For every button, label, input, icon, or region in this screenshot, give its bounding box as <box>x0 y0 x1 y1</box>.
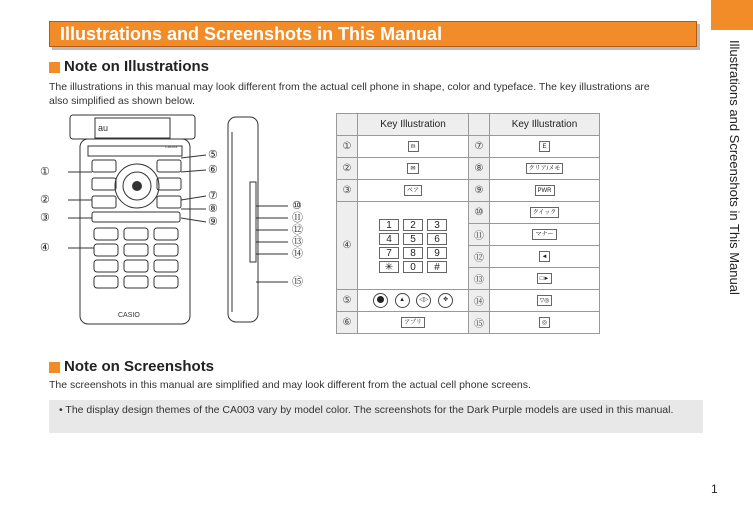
leftright-key-icon: ◁▷ <box>416 293 431 308</box>
model-badge: CA003 <box>165 144 178 149</box>
key-7: E <box>539 141 549 152</box>
callout-13: ⑬ <box>292 236 303 248</box>
key-10: クイック <box>530 207 560 218</box>
key-illustration-table <box>336 113 600 334</box>
callout-3: ③ <box>40 212 50 224</box>
table-row: ⑪ マナー <box>337 224 600 246</box>
nav-keys-cell <box>358 290 469 312</box>
maker-logo: CASIO <box>118 312 140 319</box>
heading-illustrations: Note on Illustrations <box>64 58 210 75</box>
callout-10: ⑩ <box>292 200 302 212</box>
brand-logo: au <box>98 123 109 133</box>
key-1: m <box>408 141 419 152</box>
callout-7: ⑦ <box>208 190 218 202</box>
header-key-illustration-left: Key Illustration <box>358 114 469 136</box>
para-illustrations: The illustrations in this manual may look different from the actual cell phone in shape, color and typeface. The key illustrations are also simplified as shown below. <box>49 81 650 107</box>
callout-2: ② <box>40 194 50 206</box>
para-screenshots: The screenshots in this manual are simplified and may look different from the actual cell phone screens. <box>49 379 531 391</box>
key-3: ペア <box>404 185 422 196</box>
keypad-illustration: 1 2 3 4 5 6 7 8 9 ✳ 0 # <box>358 219 468 273</box>
table-row: ② ✉ ⑧ クリア/メモ <box>337 158 600 180</box>
center-key-icon <box>373 293 388 308</box>
bullet-icon: • <box>59 404 63 416</box>
side-tab-label: Illustrations and Screenshots in This Manual <box>727 40 742 295</box>
section-tab-marker <box>711 0 753 30</box>
callout-14: ⑭ <box>292 248 303 260</box>
key-8: クリア/メモ <box>526 163 564 174</box>
phone-illustration <box>20 112 330 332</box>
table-row: ① m ⑦ E <box>337 136 600 158</box>
callout-4: ④ <box>40 242 50 254</box>
callout-11: ⑪ <box>292 212 303 224</box>
callout-5: ⑤ <box>208 149 218 161</box>
updown-key-icon: ▲ <box>395 293 410 308</box>
callout-6: ⑥ <box>208 164 218 176</box>
table-row: ⑤ ▲ ◁▷ ✥ ⑭ ▽◎ <box>337 290 600 312</box>
note-text: The display design themes of the CA003 vary by model color. The screenshots for the Dark Purple models are used in this manual. <box>65 404 674 416</box>
page-number: 1 <box>711 482 718 496</box>
table-row: ③ ペア ⑨ PWR <box>337 180 600 202</box>
table-row: ⑥ アプリ ⑮ ◎ <box>337 312 600 334</box>
note-box <box>49 400 703 433</box>
section-marker-icon <box>49 62 60 73</box>
table-header-row <box>337 114 600 136</box>
callout-9: ⑨ <box>208 216 218 228</box>
table-row: ⑬ □► <box>337 268 600 290</box>
key-15: ◎ <box>539 317 550 328</box>
key-9: PWR <box>535 185 555 196</box>
table-row: ⑫ ◄ <box>337 246 600 268</box>
callout-15: ⑮ <box>292 276 303 288</box>
phone-drawing <box>20 112 330 332</box>
multi-direction-key-icon: ✥ <box>438 293 453 308</box>
callout-1: ① <box>40 166 50 178</box>
heading-screenshots: Note on Screenshots <box>64 358 215 375</box>
page-title: Illustrations and Screenshots in This Manual <box>49 21 697 47</box>
key-11: マナー <box>532 229 556 240</box>
key-2: ✉ <box>407 163 418 174</box>
header-key-illustration-right: Key Illustration <box>490 114 600 136</box>
keypad-cell <box>358 202 469 290</box>
callout-8: ⑧ <box>208 203 218 215</box>
key-6: アプリ <box>401 317 425 328</box>
callout-12: ⑫ <box>292 224 303 236</box>
table-row: ④ 1 2 3 4 5 6 7 8 9 ✳ 0 # ⑩ クイック <box>337 202 600 224</box>
key-14: ▽◎ <box>537 295 553 306</box>
key-13: □► <box>537 273 553 284</box>
section-marker-icon <box>49 362 60 373</box>
key-12: ◄ <box>539 251 551 262</box>
